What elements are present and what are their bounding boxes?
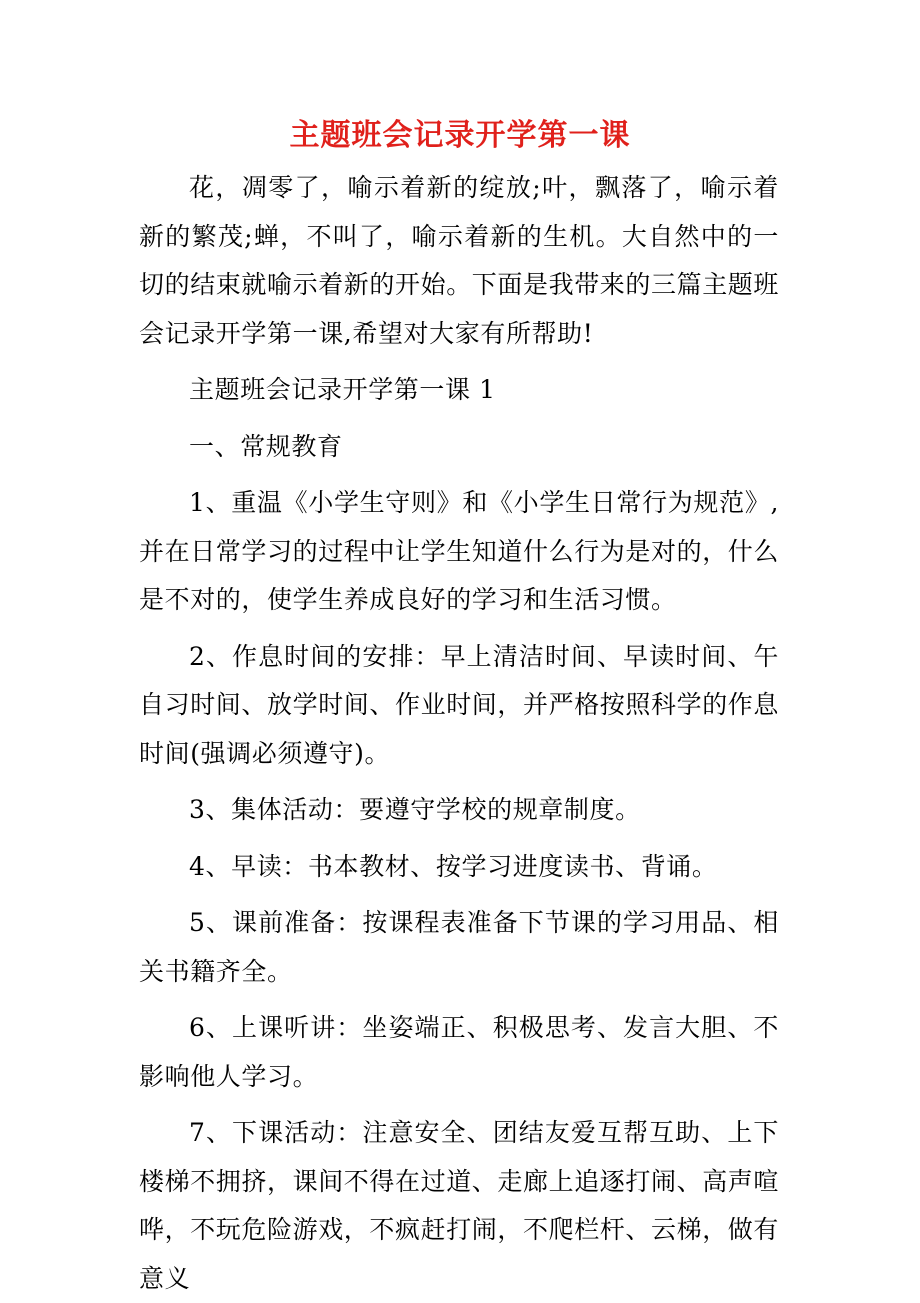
- document-title: 主题班会记录开学第一课: [289, 118, 631, 153]
- subsection-heading: 一、常规教育: [189, 431, 343, 461]
- list-item: 6、上课听讲：坐姿端正、积极思考、发言大胆、不影响他人学习。: [139, 1013, 779, 1091]
- list-item: 7、下课活动：注意安全、团结友爱互帮互助、上下楼梯不拥挤，课间不得在过道、走廊上追逐打闹、高声喧哗，不玩危险游戏，不疯赶打闹，不爬栏杆、云梯，做有意义: [139, 1118, 780, 1293]
- section-heading: 主题班会记录开学第一课 1: [189, 375, 496, 404]
- list-item: 1、重温《小学生守则》和《小学生日常行为规范》,并在日常学习的过程中让学生知道什么行为是对的，什么是不对的，使学生养成良好的学习和生活习惯。: [139, 488, 780, 614]
- list-item: 4、早读：书本教材、按学习进度读书、背诵。: [189, 851, 718, 881]
- intro-paragraph: 花，凋零了，喻示着新的绽放;叶，飘落了，喻示着新的繁茂;蝉，不叫了，喻示着新的生机。大自然中的一切的结束就喻示着新的开始。下面是我带来的三篇主题班会记录开学第一课,希望对大家有所帮助!: [139, 173, 780, 348]
- list-item: 5、课前准备：按课程表准备下节课的学习用品、相关书籍齐全。: [139, 908, 779, 986]
- list-item: 2、作息时间的安排：早上清洁时间、早读时间、午自习时间、放学时间、作业时间，并严格按照科学的作息时间(强调必须遵守)。: [139, 641, 780, 768]
- document-body: [139, 164, 779, 1303]
- list-item: 3、集体活动：要遵守学校的规章制度。: [189, 795, 641, 824]
